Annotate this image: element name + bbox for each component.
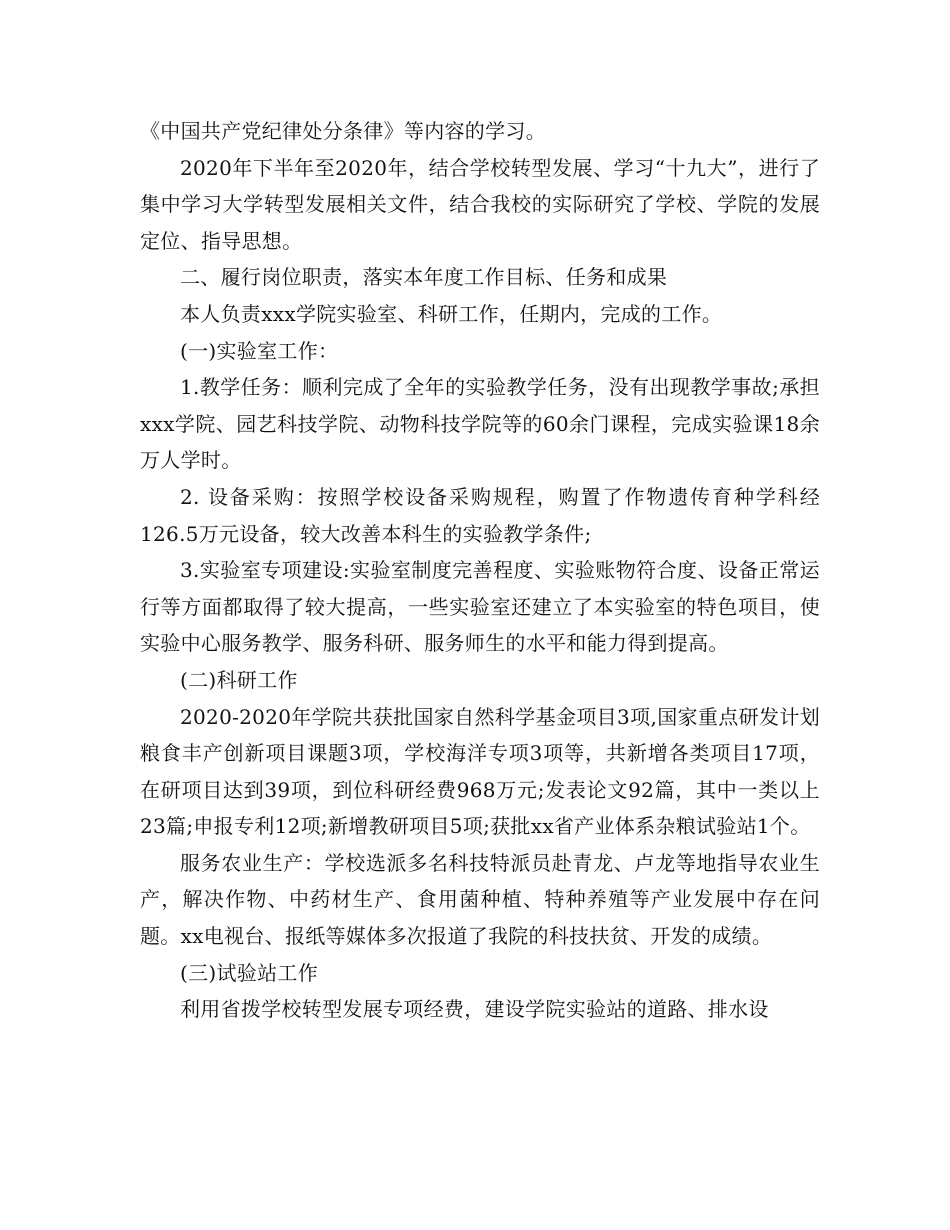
subheading-lab-work: (一)实验室工作：: [180, 338, 339, 363]
paragraph-equipment-purchase: 2. 设备采购：按照学校设备采购规程，购置了作物遗传育种学科经126.5万元设备，较大改善本科生的实验教学条件;: [140, 484, 820, 546]
section-heading-2: 二、履行岗位职责，落实本年度工作目标、任务和成果: [180, 265, 668, 290]
paragraph-lab-construction: 3.实验室专项建设:实验室制度完善程度、实验账物符合度、设备正常运行等方面都取得了较大提高，一些实验室还建立了本实验室的特色项目，使实验中心服务教学、服务科研、服务师生的水平和能力得到提高。: [140, 558, 820, 656]
paragraph-1: 《中国共产党纪律处分条律》等内容的学习。: [140, 119, 546, 143]
paragraph-2: 2020年下半年至2020年，结合学校转型发展、学习“十九大”，进行了集中学习大学转型发展相关文件，结合我校的实际研究了学校、学院的发展定位、指导思想。: [140, 155, 820, 253]
paragraph-4: 本人负责xxx学院实验室、科研工作，任期内，完成的工作。: [180, 301, 723, 326]
subheading-test-station: (三)试验站工作: [180, 960, 319, 985]
paragraph-test-station: 利用省拨学校转型发展专项经费，建设学院实验站的道路、排水设: [180, 997, 769, 1022]
paragraph-teaching-task: 1.教学任务：顺利完成了全年的实验教学任务，没有出现教学事故;承担xxx学院、园艺科技学院、动物科技学院等的60余门课程，完成实验课18余万人学时。: [140, 375, 820, 473]
subheading-research-work: (二)科研工作: [180, 667, 298, 692]
paragraph-research-results: 2020-2020年学院共获批国家自然科学基金项目3项,国家重点研发计划粮食丰产创新项目课题3项，学校海洋专项3项等，共新增各类项目17项，在研项目达到39项，到位科研经费968万元;发表论文92篇，其中一类以上23篇;申报专利12项;新增教研项目5项;获批xx省产业体系杂粮试验站1个。: [140, 704, 820, 839]
paragraph-agri-service: 服务农业生产：学校选派多名科技特派员赴青龙、卢龙等地指导农业生产，解决作物、中药材生产、食用菌种植、特种养殖等产业发展中存在问题。xx电视台、报纸等媒体多次报道了我院的科技扶贫、开发的成绩。: [140, 850, 820, 949]
document-body: [140, 113, 820, 1028]
